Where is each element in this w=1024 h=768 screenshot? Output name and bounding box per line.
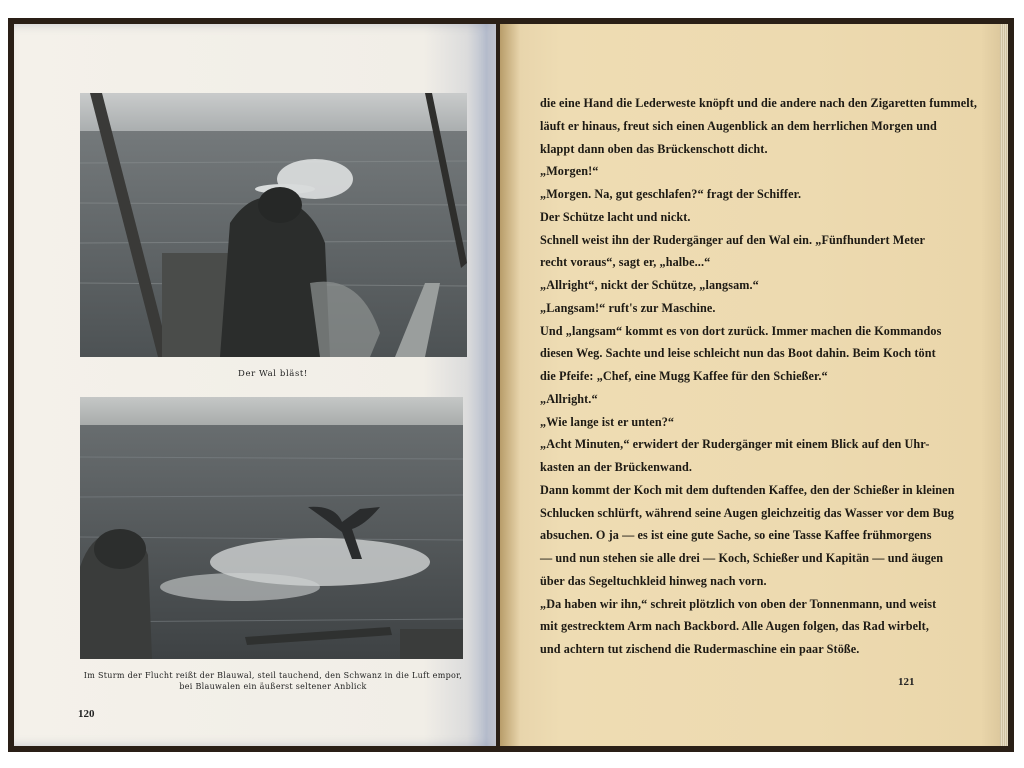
caption-top: Der Wal bläst! [238,369,308,379]
text-line: „Acht Minuten,“ erwidert der Rudergänger mit einem Blick auf den Uhr- [540,437,930,452]
text-line: die eine Hand die Lederweste knöpft und die andere nach den Zigaretten fummelt, [540,96,978,110]
caption-bottom-line1: Im Sturm der Flucht reißt der Blauwal, steil tauchend, den Schwanz in die Luft empor, [83,671,463,680]
photo-whale-blowing [80,93,467,357]
photo-whale-tail [80,397,463,659]
text-line: Dann kommt der Koch mit dem duftenden Kaffee, den der Schießer in kleinen [540,482,955,497]
text-line: läuft er hinaus, freut sich einen Augenblick an dem herrlichen Morgen und [540,118,937,133]
text-line: Schlucken schlürft, während seine Augen gleichzeitig das Wasser vor dem Bug [540,505,954,520]
text-line: „Allright“, nickt der Schütze, „langsam.“ [540,278,759,292]
text-line: Und „langsam“ kommt es von dort zurück. Immer machen die Kommandos [540,323,942,338]
text-line: die Pfeife: „Chef, eine Mugg Kaffee für den Schießer.“ [540,369,828,383]
text-line: und achtern tut zischend die Rudermaschine ein paar Stöße. [540,642,860,656]
page-edge [1000,24,1008,746]
text-line: kasten an der Brückenwand. [540,460,693,474]
caption-bottom-line2: bei Blauwalen ein äußerst seltener Anblick [179,682,367,691]
text-line: über das Segeltuchkleid hinweg nach vorn. [540,573,767,588]
text-line: recht voraus“, sagt er, „halbe...“ [540,255,711,270]
text-line: mit gestrecktem Arm nach Backbord. Alle Augen folgen, das Rad wirbelt, [540,619,929,634]
text-line: „Wie lange ist er unten?“ [540,414,675,429]
text-line: absuchen. O ja — es ist eine gute Sache, so eine Tasse Kaffee frühmorgens [540,528,932,543]
text-line: „Langsam!“ ruft's zur Maschine. [540,300,716,315]
text-line: diesen Weg. Sachte und leise schleicht nun das Boot dahin. Beim Koch tönt [540,346,936,361]
text-line: — und nun stehen sie alle drei — Koch, Schießer und Kapitän — und äugen [540,551,944,565]
page-number-right: 121 [898,676,915,688]
text-line: Schnell weist ihn der Rudergänger auf den Wal ein. „Fünfhundert Meter [540,232,926,247]
text-line: Der Schütze lacht und nickt. [540,209,691,224]
text-line: „Allright.“ [540,391,598,406]
text-line: „Morgen!“ [540,164,599,179]
text-line: „Morgen. Na, gut geschlafen?“ fragt der Schiffer. [540,187,802,201]
text-line: klappt dann oben das Brückenschott dicht. [540,141,768,156]
text-line: „Da haben wir ihn,“ schreit plötzlich von oben der Tonnenmann, und weist [540,596,937,611]
body-text [540,92,978,661]
page-number-left: 120 [78,708,95,720]
